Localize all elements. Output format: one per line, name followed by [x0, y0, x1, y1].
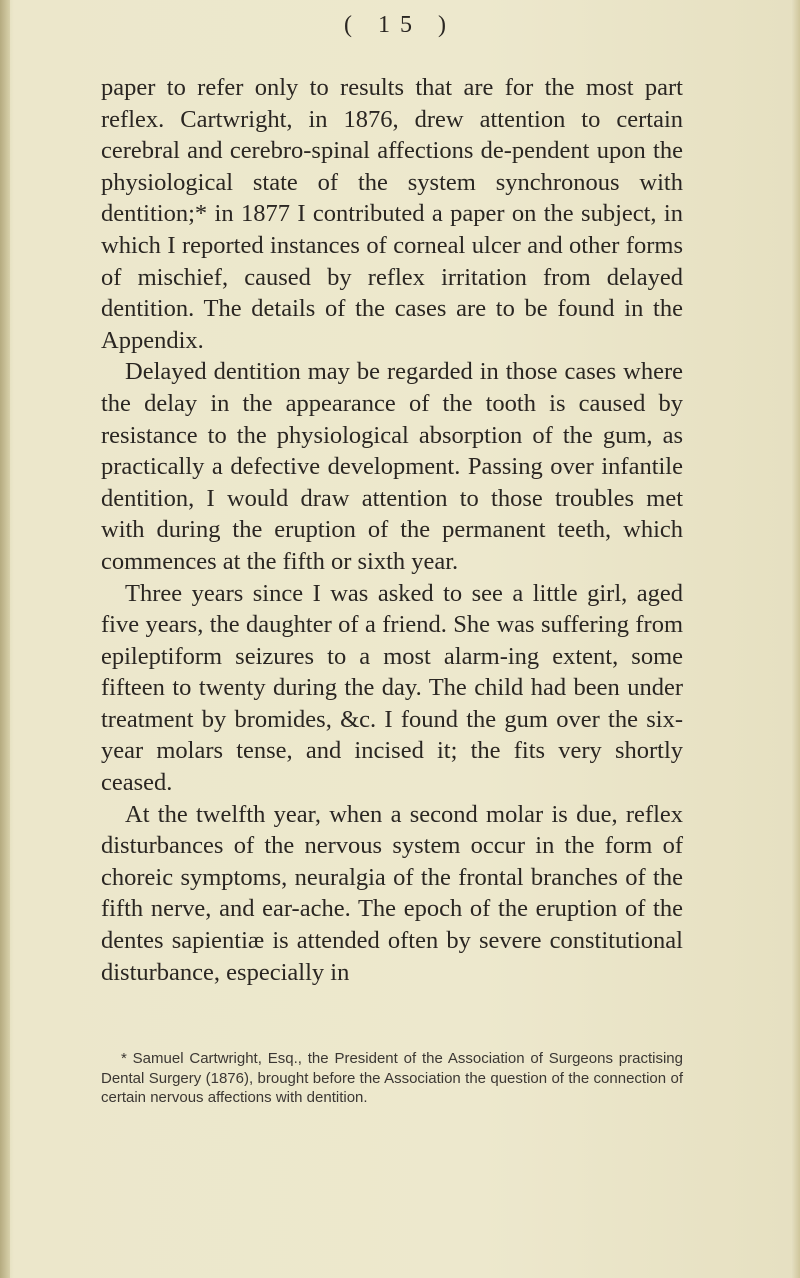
page-binding-edge — [0, 0, 10, 1278]
paragraph-4: At the twelfth year, when a second molar is due, reflex disturbances of the nervous system occur in the form of choreic symptoms, neuralgia of the frontal branches of the fifth nerve, and ear-ache. The epoch of the eruption of the dentes sapientiæ is attended often by severe constitutional disturbance, especially in — [101, 800, 683, 986]
footnote-text: * Samuel Cartwright, Esq., the President of the Association of Surgeons practising Dental Surgery (1876), brought before the Association the question of the connection of certain nervous affections with dentition. — [101, 1050, 683, 1107]
paragraph-2: Delayed dentition may be regarded in those cases where the delay in the appearance of the tooth is caused by resistance to the physiological absorption of the gum, as practically a defective development. Passing over infantile dentition, I would draw attention to those troubles met with during the eruption of the permanent teeth, which commences at the fifth or sixth year. — [101, 358, 683, 575]
page-number: ( 15 ) — [344, 12, 456, 38]
page-outer-edge — [792, 0, 800, 1278]
footnote — [101, 1049, 683, 1108]
paragraph-3: Three years since I was asked to see a little girl, aged five years, the daughter of a friend. She was suffering from epileptiform seizures to a most alarm-ing extent, some fifteen to twenty during the day. The child had been under treatment by bromides, &c. I found the gum over the six-year molars tense, and incised it; the fits very shortly ceased. — [101, 579, 683, 797]
paragraph-1: paper to refer only to results that are for the most part reflex. Cartwright, in 1876, drew attention to certain cerebral and cerebro-spinal affections de-pendent upon the physiological state of the system synchronous with dentition;* in 1877 I contributed a paper on the subject, in which I reported instances of corneal ulcer and other forms of mischief, caused by reflex irritation from delayed dentition. The details of the cases are to be found in the Appendix. — [101, 74, 683, 354]
main-text — [101, 72, 683, 988]
